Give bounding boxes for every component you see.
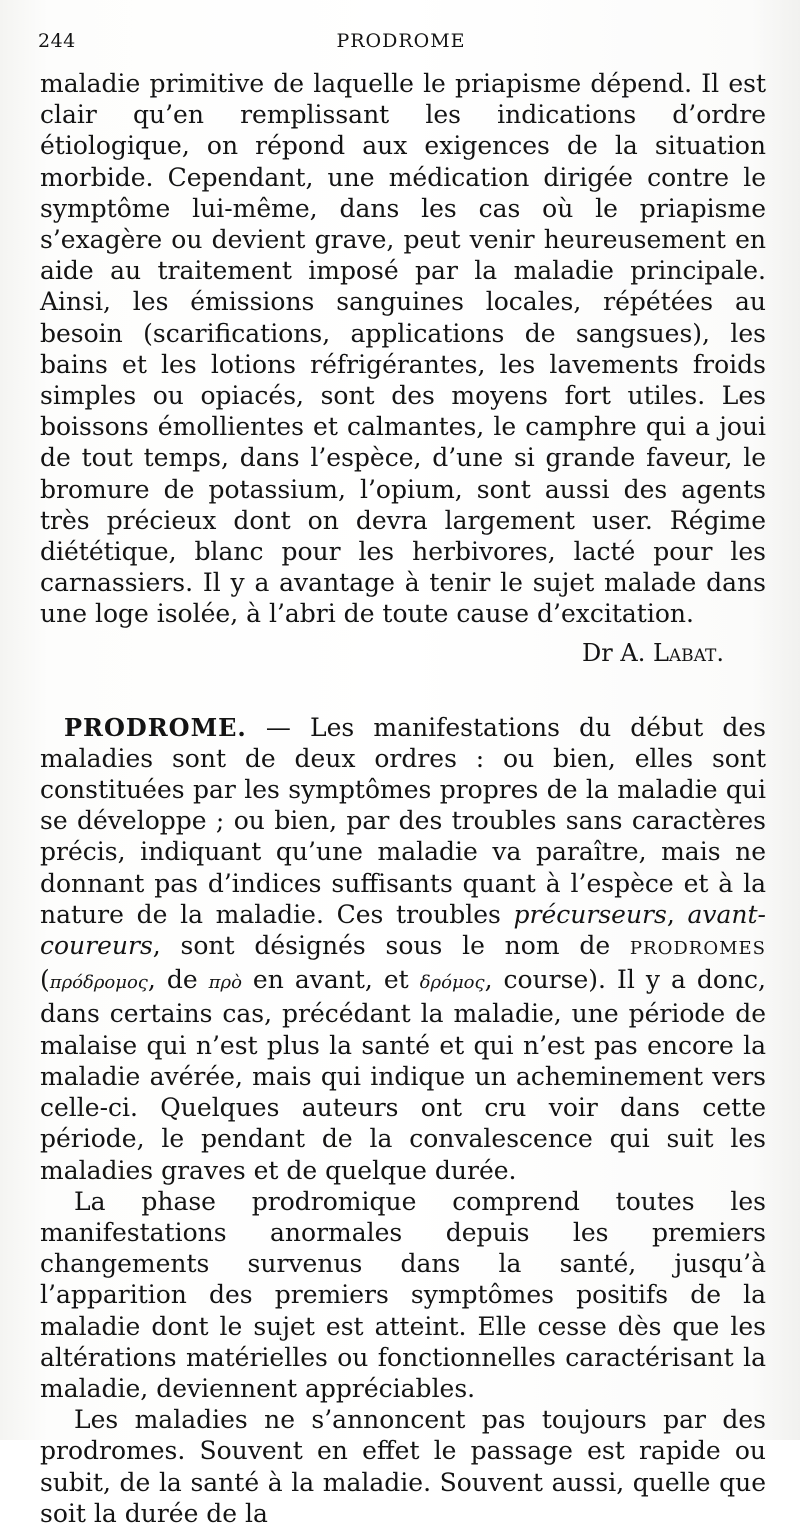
prodromal-phase-paragraph: La phase prodromique comprend toutes les manifestations anormales depuis les premiers changements survenus dans la santé, jusqu’à l’apparition des premiers symptômes positifs de la maladie dont le sujet est atteint. Elle cesse dès que les altérations matérielles ou fonctionnelles caractérisant la maladie, deviennent appréciables. bbox=[40, 1186, 766, 1403]
greek-pro: πρὸ bbox=[208, 972, 242, 994]
etymology-course-and-definition: , course). Il y a donc, dans certains cas, précédant la maladie, une période de malaise qui n’est plus la santé et qui n’est pas encore la maladie avérée, mais qui indique un acheminement vers celle-ci. Quelques auteurs ont cru voir dans cette période, le pendant de la convalescence qui suit les maladies graves et de quelque durée. bbox=[40, 965, 766, 1185]
signature-prefix: Dr bbox=[582, 638, 621, 667]
etymology-open: ( bbox=[40, 965, 50, 995]
prodrome-headword: PRODROME. bbox=[64, 712, 247, 742]
etymology-en-avant: en avant, et bbox=[241, 965, 420, 995]
signature-name: A. Labat. bbox=[620, 638, 724, 667]
avant-coureurs-term: avant-coureurs bbox=[40, 899, 766, 961]
intro-text: — Les manifestations du début des maladies sont de deux ordres : ou bien, elles sont constituées par les symptômes propres de la maladie qui se développe ; ou bien, par des troubles sans caractères précis, indiquant qu’une maladie va paraître, mais ne donnant pas d’indices suffisants quant à l’espèce et à la nature de la maladie. Ces troubles bbox=[40, 712, 766, 929]
page-body bbox=[40, 68, 766, 1529]
etymology-de: , de bbox=[147, 965, 209, 995]
prodromes-term: PRODROMES bbox=[629, 938, 766, 960]
term-separator: , bbox=[666, 899, 688, 929]
page-header bbox=[36, 30, 766, 60]
greek-dromos: δρόμος bbox=[419, 972, 485, 994]
prodrome-article-intro bbox=[40, 712, 766, 1186]
named-text: , sont désignés sous le nom de bbox=[152, 931, 630, 961]
prodromes-absence-paragraph: Les maladies ne s’annoncent pas toujours par des prodromes. Souvent en effet le passage est rapide ou subit, de la santé à la maladie. Souvent aussi, quelle que soit la durée de la bbox=[40, 1405, 766, 1528]
continued-priapisme-paragraph: maladie primitive de laquelle le priapisme dépend. Il est clair qu’en remplissant les indications d’ordre étiologique, on répond aux exigences de la situation morbide. Cependant, une médication dirigée contre le symptôme lui-même, dans les cas où le priapisme s’exagère ou devient grave, peut venir heureusement en aide au traitement imposé par la maladie principale. Ainsi, les émissions sanguines locales, répétées au besoin (scarifications, applications de sangsues), les bains et les lotions réfrigérantes, les lavements froids simples ou opiacés, sont des moyens fort utiles. Les boissons émollientes et calmantes, le camphre qui a joui de tout temps, dans l’espèce, d’une si grande faveur, le bromure de potassium, l’opium, sont aussi des agents très précieux dont on devra largement user. Régime diététique, blanc pour les herbivores, lacté pour les carnassiers. Il y a avantage à tenir le sujet malade dans une loge isolée, à l’abri de toute cause d’excitation. bbox=[40, 69, 766, 629]
author-signature bbox=[40, 638, 766, 669]
greek-prodromos: πρόδρομος bbox=[49, 972, 148, 994]
page-number: 244 bbox=[38, 30, 76, 52]
precurseurs-term: précurseurs bbox=[513, 899, 667, 929]
running-head: PRODROME bbox=[336, 30, 466, 52]
